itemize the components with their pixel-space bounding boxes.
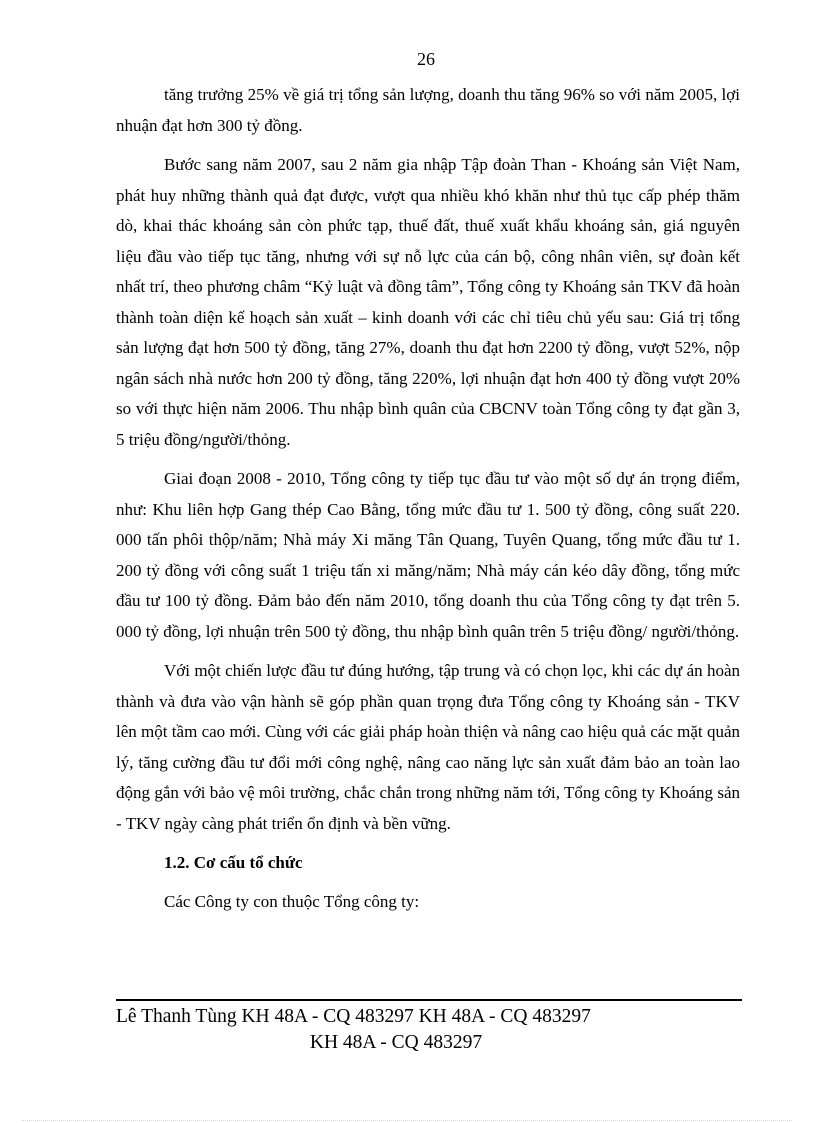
paragraph-2007-results: Bước sang năm 2007, sau 2 năm gia nhập Tập đoàn Than - Khoáng sản Việt Nam, phát huy những thành quả đạt được, vượt qua nhiều khó khăn như thủ tục cấp phép thăm dò, khai thác khoáng sản còn phức tạp, thuế đất, thuế xuất khẩu khoáng sản, giá nguyên liệu đầu vào tiếp tục tăng, nhưng với sự nỗ lực của cán bộ, công nhân viên, sự đoàn kết nhất trí, theo phương châm “Kỷ luật và đồng tâm”, Tổng công ty Khoáng sản TKV đã hoàn thành toàn diện kế hoạch sản xuất – kinh doanh với các chỉ tiêu chủ yếu sau: Giá trị tổng sản lượng đạt hơn 500 tỷ đồng, tăng 27%, doanh thu đạt hơn 2200 tỷ đồng, vượt 52%, nộp ngân sách nhà nước hơn 200 tỷ đồng, tăng 220%, lợi nhuận đạt hơn 400 tỷ đồng vượt 20% so với thực hiện năm 2006. Thu nhập bình quân của CBCNV toàn Tổng công ty đạt gần 3, 5 triệu đồng/người/thỏng.: [116, 155, 740, 449]
paragraph-growth-2006: tăng trưởng 25% về giá trị tổng sản lượng, doanh thu tăng 96% so với năm 2005, lợi nhuận đạt hơn 300 tỷ đồng.: [116, 85, 740, 135]
section-heading-organization: 1.2. Cơ cấu tổ chức: [164, 853, 303, 872]
subsidiaries-intro: Các Công ty con thuộc Tổng công ty:: [164, 891, 420, 911]
document-body: [116, 80, 740, 917]
page-footer: [116, 1004, 676, 1056]
footer-divider: [116, 999, 742, 1001]
footer-class-line: KH 48A - CQ 483297: [309, 1032, 483, 1053]
paragraph-2008-2010-investment: Giai đoạn 2008 - 2010, Tổng công ty tiếp tục đầu tư vào một số dự án trọng điểm, như: Khu liên hợp Gang thép Cao Bằng, tổng mức đầu tư 1. 500 tỷ đồng, công suất 220. 000 tấn phôi thộp/năm; Nhà máy Xi măng Tân Quang, Tuyên Quang, tổng mức đầu tư 1. 200 tỷ đồng với công suất 1 triệu tấn xi măng/năm; Nhà máy cán kéo dây đồng, tổng mức đầu tư 100 tỷ đồng. Đảm bảo đến năm 2010, tổng doanh thu của Tổng công ty đạt trên 5. 000 tỷ đồng, lợi nhuận trên 500 tỷ đồng, thu nhập bình quân trên 5 triệu đồng/ người/thỏng.: [116, 469, 740, 641]
footer-author-line: Lê Thanh Tùng KH 48A - CQ 483297 KH 48A - CQ 483297: [116, 1006, 591, 1027]
page-number: 26: [417, 49, 435, 69]
paragraph-strategy-outlook: Với một chiến lược đầu tư đúng hướng, tập trung và có chọn lọc, khi các dự án hoàn thành và đưa vào vận hành sẽ góp phần quan trọng đưa Tổng công ty Khoáng sản - TKV lên một tầm cao mới. Cùng với các giải pháp hoàn thiện và nâng cao hiệu quả các mặt quản lý, tăng cường đầu tư đổi mới công nghệ, nâng cao năng lực sản xuất đảm bảo an toàn lao động gắn với bảo vệ môi trường, chắc chắn trong những năm tới, Tổng công ty Khoáng sản - TKV ngày càng phát triển ổn định và bền vững.: [116, 661, 740, 833]
page-bottom-edge: [22, 1120, 792, 1121]
